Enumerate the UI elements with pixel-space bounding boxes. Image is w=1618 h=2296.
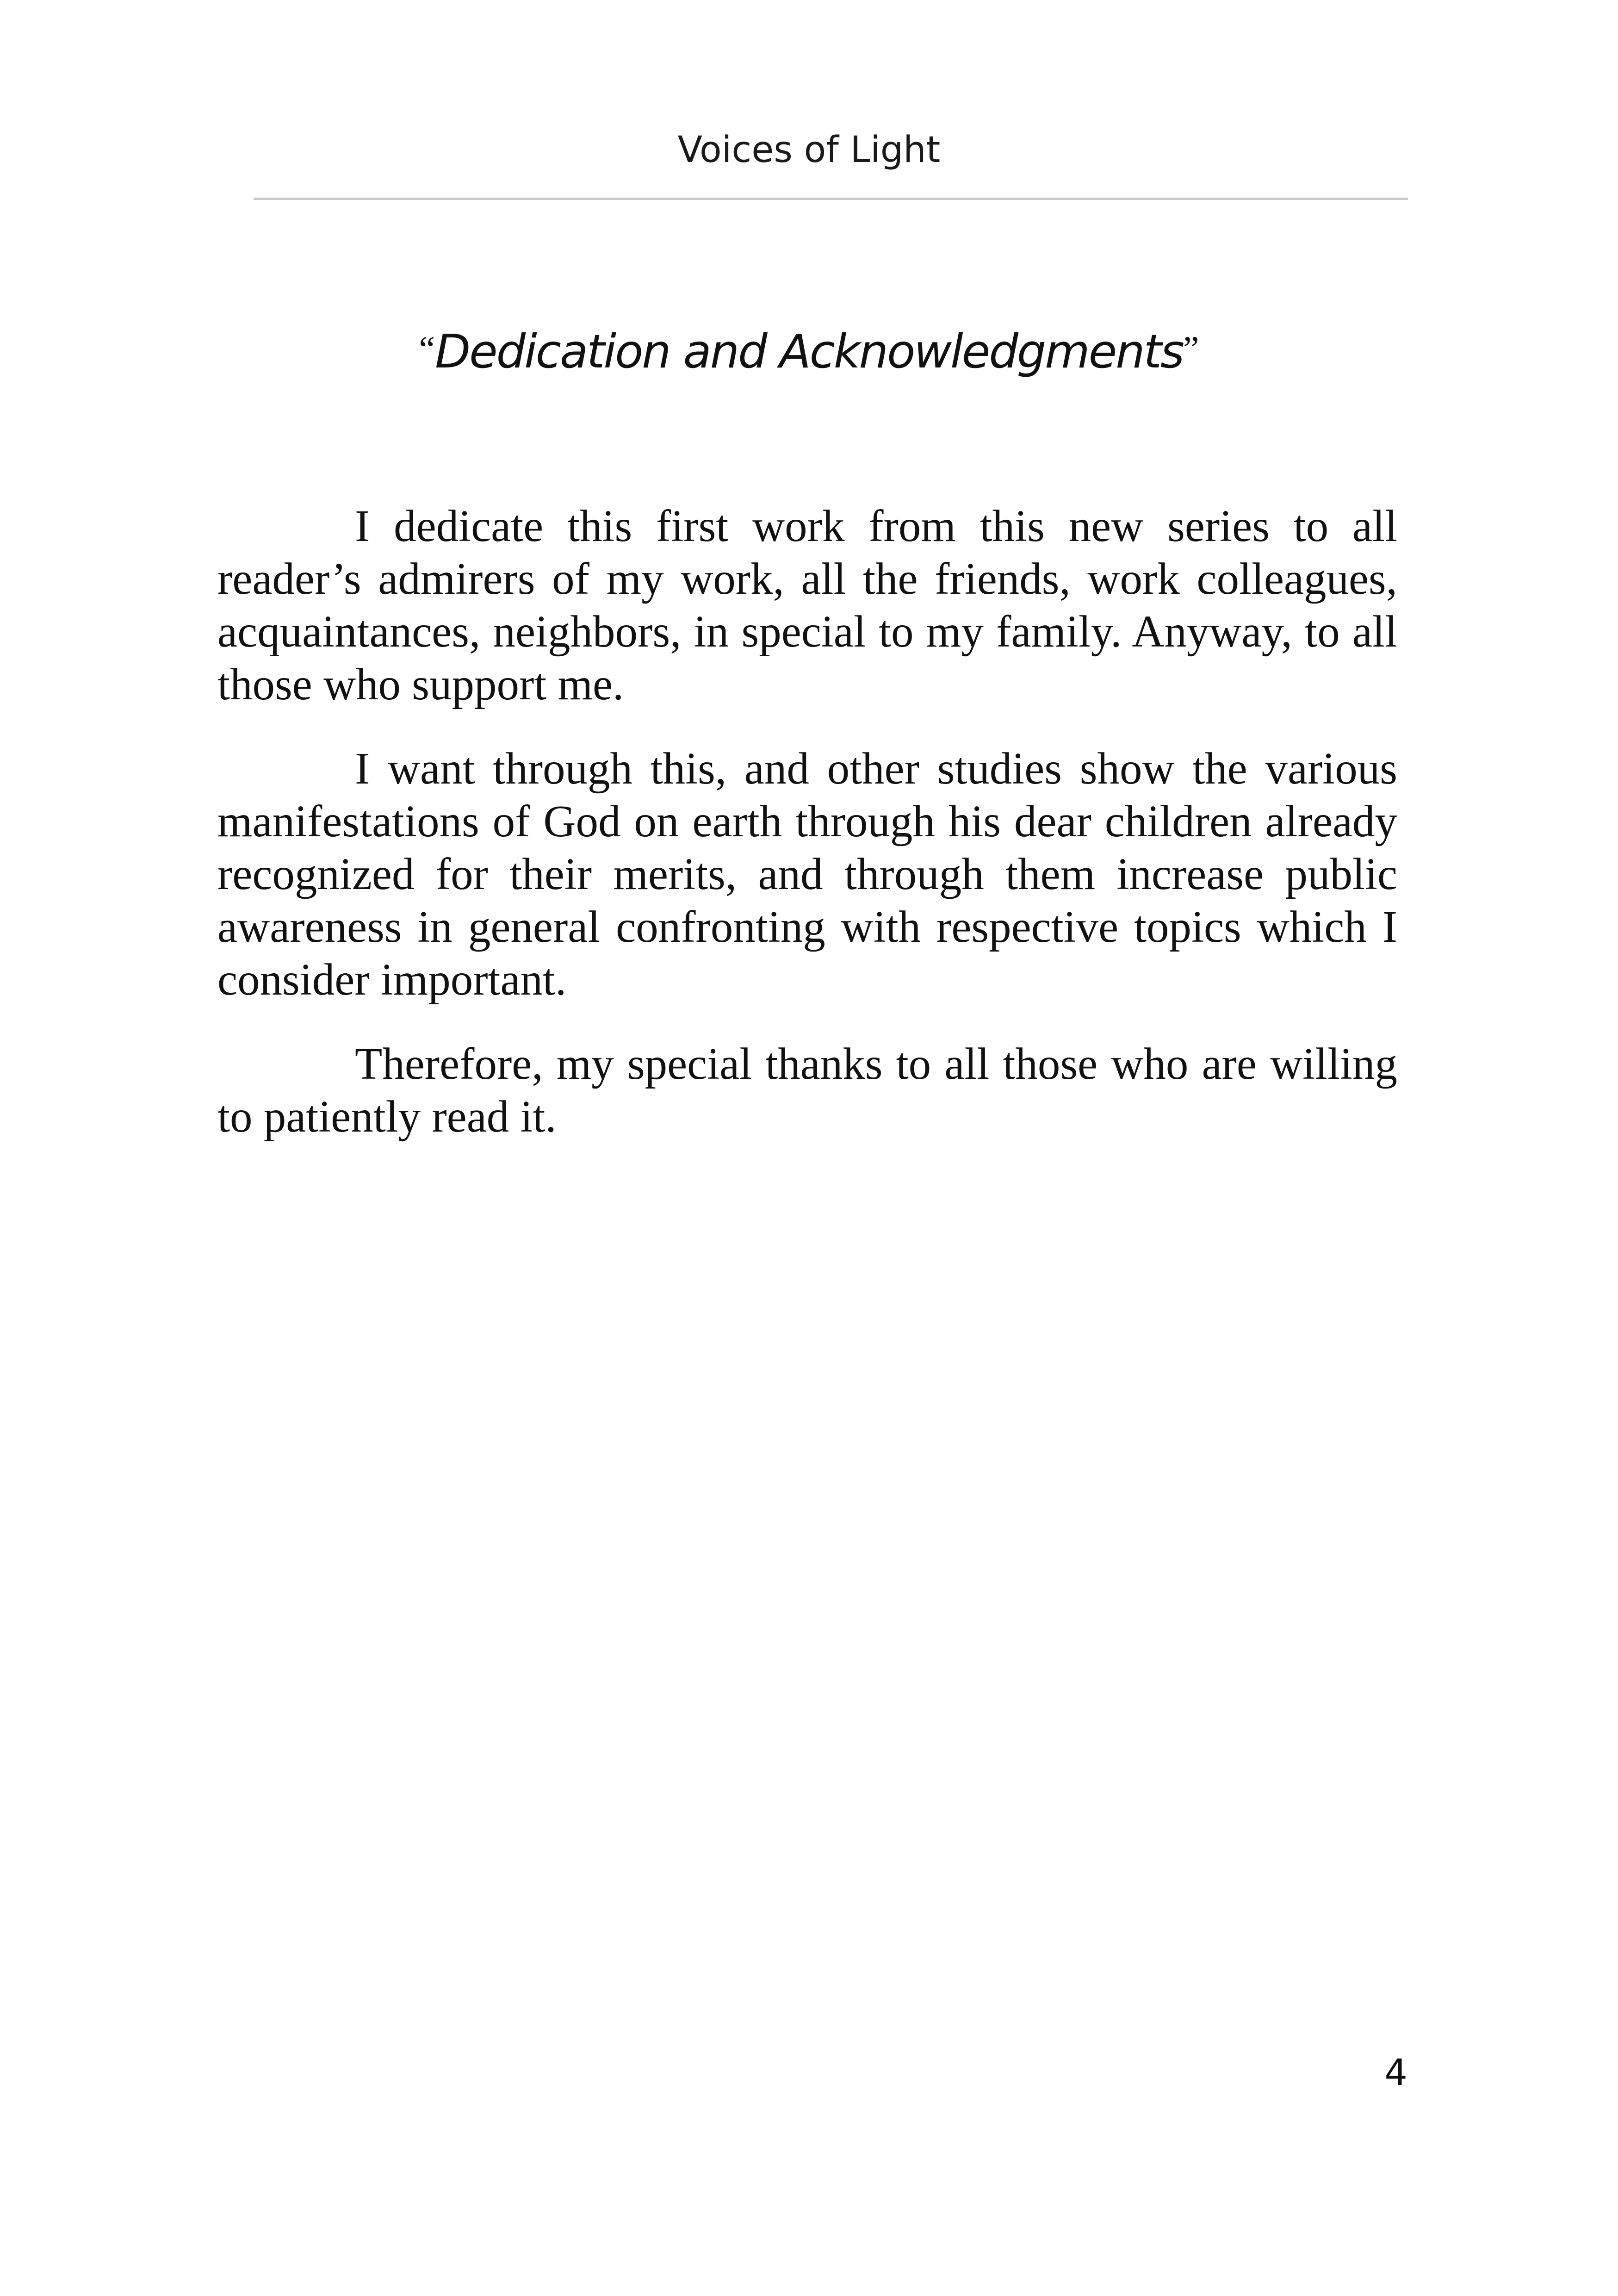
title-text: Dedication and Acknowledgments	[435, 324, 1183, 379]
title-open-quote: “	[419, 329, 435, 369]
dedication-body	[217, 500, 1397, 1175]
page-title	[0, 324, 1618, 380]
running-header-title: Voices of Light	[677, 129, 941, 171]
body-paragraph: I want through this, and other studies show the various manifestations of God on earth through his dear children already recognized for their merits, and through them increase public awareness in general confronting with respective topics which I consider important.	[217, 744, 1397, 1004]
title-close-quote: ”	[1183, 329, 1199, 369]
page-number: 4	[1384, 2052, 1407, 2094]
body-paragraph: Therefore, my special thanks to all those who are willing to patiently read it.	[217, 1039, 1397, 1141]
body-paragraph: I dedicate this first work from this new series to all reader’s admirers of my work, all the friends, work colleagues, acquaintances, neighbors, in special to my family. Anyway, to all those who support me.	[217, 501, 1397, 709]
header-divider	[254, 198, 1408, 200]
